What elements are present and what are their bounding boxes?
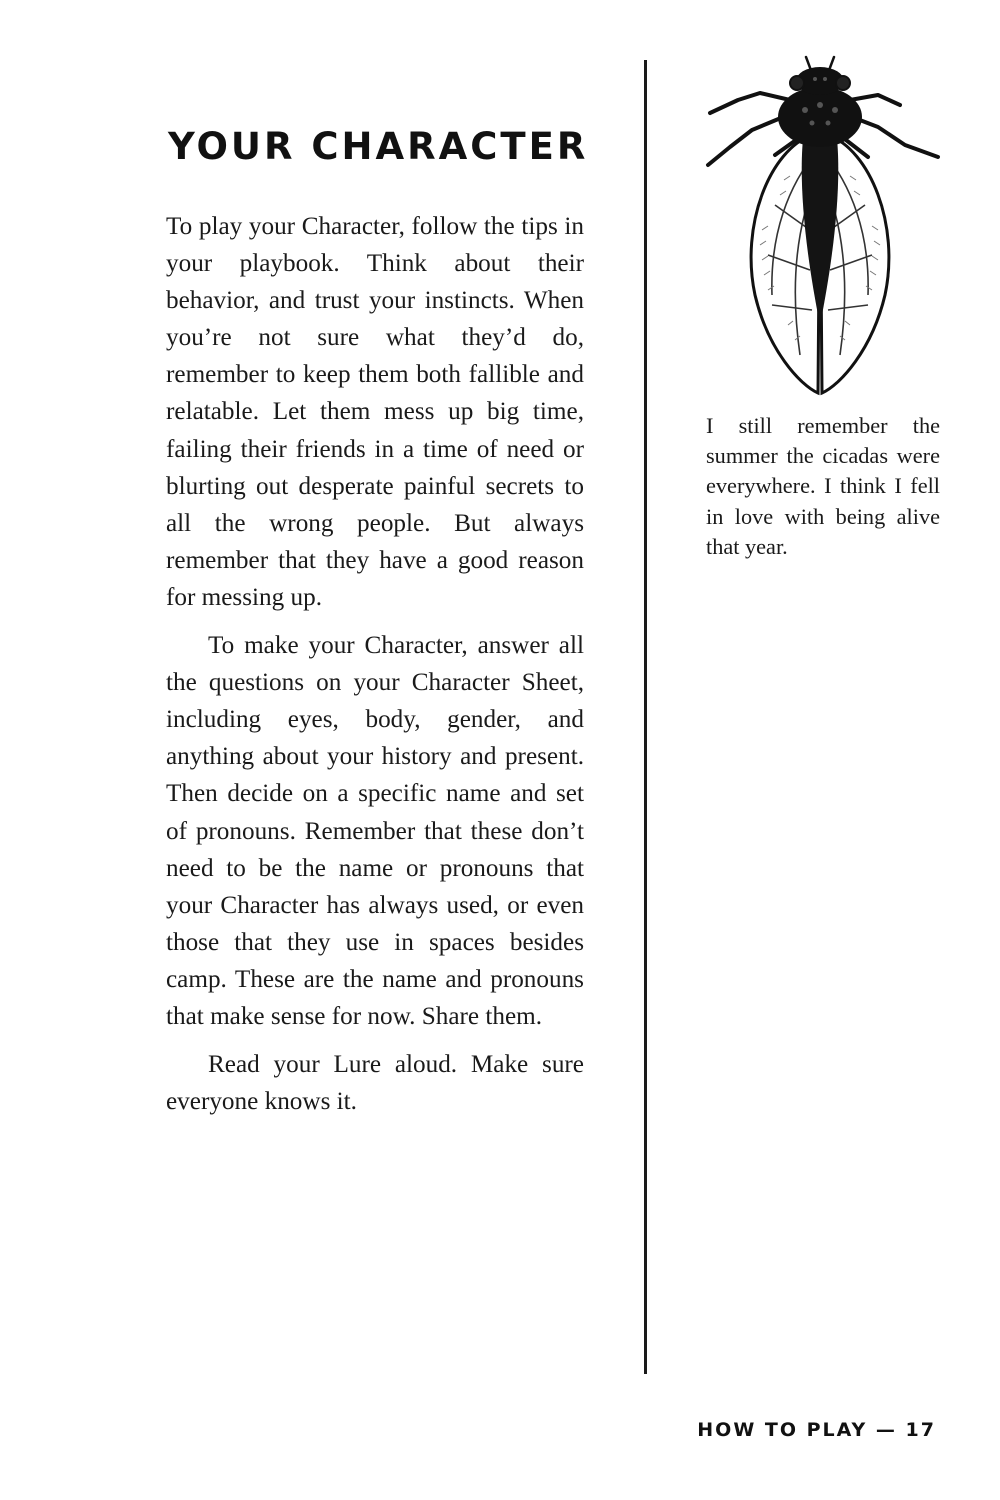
body-paragraph: Read your Lure aloud. Make sure everyone knows it. [166, 1051, 584, 1116]
footer-section: HOW TO PLAY [697, 1419, 868, 1441]
cicada-icon [700, 55, 945, 400]
body-text [166, 208, 584, 1131]
illustration-caption: I still remember the summer the cicadas were everywhere. I think I fell in love with being alive that year. [706, 413, 940, 559]
column-divider [644, 60, 647, 1374]
section-heading: YOUR CHARACTER [168, 125, 589, 168]
body-paragraph: To make your Character, answer all the questions on your Character Sheet, including eyes, body, gender, and anything about your history and present. Then decide on a specific name and set of pronouns. Remember that these don’t need to be the name or pronouns that your Character has always used, or even those that they use in spaces besides camp. These are the name and pronouns that make sense for now. Share them. [166, 632, 584, 1030]
footer-separator: — [875, 1419, 897, 1441]
body-paragraph: To play your Character, follow the tips in your playbook. Think about their behavior, and trust your instincts. When you’re not sure what they’d do, remember to keep them both fallible and relatable. Let them mess up big time, failing their friends in a time of need or blurting out desperate painful secrets to all the wrong people. But always remember that they have a good reason for messing up. [166, 213, 584, 611]
page-number: 17 [905, 1419, 936, 1441]
page-footer [697, 1419, 936, 1441]
